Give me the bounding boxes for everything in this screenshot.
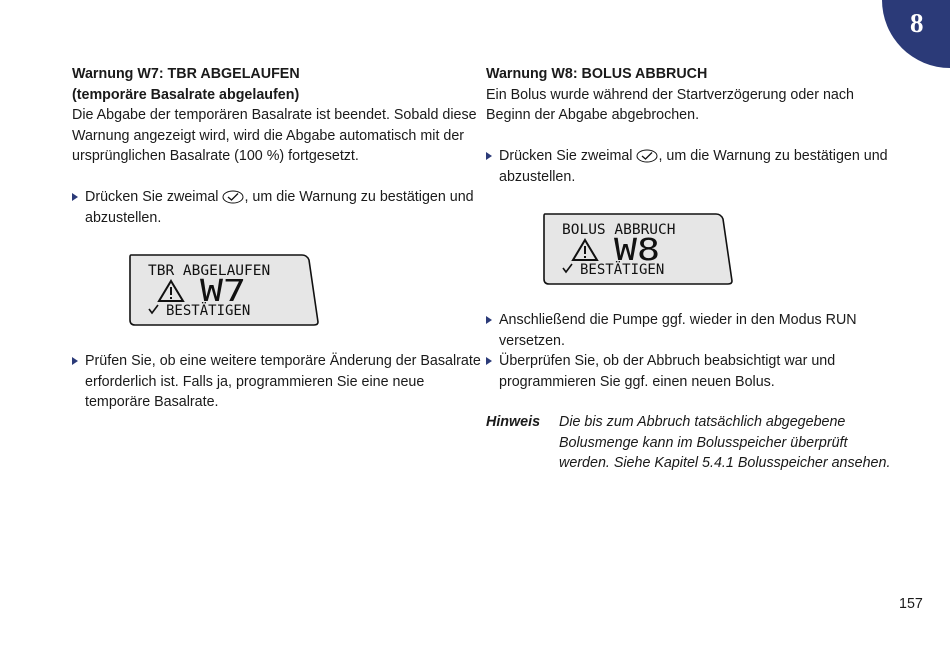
chapter-number: 8 [910,8,924,38]
w7-display-code: W7 [200,274,246,309]
hint-label: Hinweis [486,414,541,430]
w7-subheading: (temporäre Basalrate abgelaufen) [72,86,300,103]
w7-heading: Warnung W7: TBR ABGELAUFEN [72,66,300,82]
w7-intro-line: ursprünglichen Basalrate (100 %) fortgesetzt. [72,148,359,164]
w8-intro-line: Ein Bolus wurde während der Startverzögerung oder nach [486,86,854,103]
bullet-arrow-icon [486,357,492,365]
w7-display [128,253,320,327]
w8-heading: Warnung W8: BOLUS ABBRUCH [486,66,708,82]
hint-line: werden. Siehe Kapitel 5.4.1 Bolusspeicher ansehen. [559,455,891,471]
w8-bullet-run: Anschließend die Pumpe ggf. wieder in den Modus RUN versetzen. [486,310,886,351]
w8-bullet-confirm: Drücken Sie zweimal , um die Warnung zu bestätigen und abzustellen. [486,146,886,187]
w8-display-confirm: BESTÄTIGEN [580,262,665,278]
chapter-tab [882,0,950,68]
w8-bullet-check: Überprüfen Sie, ob der Abbruch beabsichtigt war und programmieren Sie ggf. einen neuen Bolus. [486,351,886,392]
w7-display-confirm: BESTÄTIGEN [166,303,251,319]
hint-line: Bolusmenge kann im Bolusspeicher überprüft [559,434,848,451]
w7-intro-line: Die Abgabe der temporären Basalrate ist beendet. Sobald diese [72,107,477,123]
bullet-arrow-icon [72,357,78,365]
w7-display-title: TBR ABGELAUFEN [148,263,271,279]
left-column [72,64,477,228]
w8-bullets-after [486,310,886,392]
check-button-icon [222,190,244,204]
check-button-icon [636,149,658,163]
w7-bullet-check: Prüfen Sie, ob eine weitere temporäre Änderung der Basalrate erforderlich ist. Falls ja, programmieren Sie eine neue temporäre Basalrate. [72,351,462,413]
w8-display-code: W8 [614,233,660,268]
page-number: 157 [899,596,923,612]
w7-intro-line: Warnung angezeigt wird, wird die Abgabe automatisch mit der [72,127,465,144]
bullet-arrow-icon [72,193,78,201]
w8-intro-line: Beginn der Abgabe abgebrochen. [486,107,700,123]
w8-display-title: BOLUS ABBRUCH [562,222,676,238]
hint-line: Die bis zum Abbruch tatsächlich abgegebene [559,414,846,430]
bullet-arrow-icon [486,316,492,324]
right-column [486,64,886,187]
w7-bullet-confirm: Drücken Sie zweimal , um die Warnung zu bestätigen und abzustellen. [72,187,462,228]
bullet-arrow-icon [486,152,492,160]
w8-display [542,212,734,286]
